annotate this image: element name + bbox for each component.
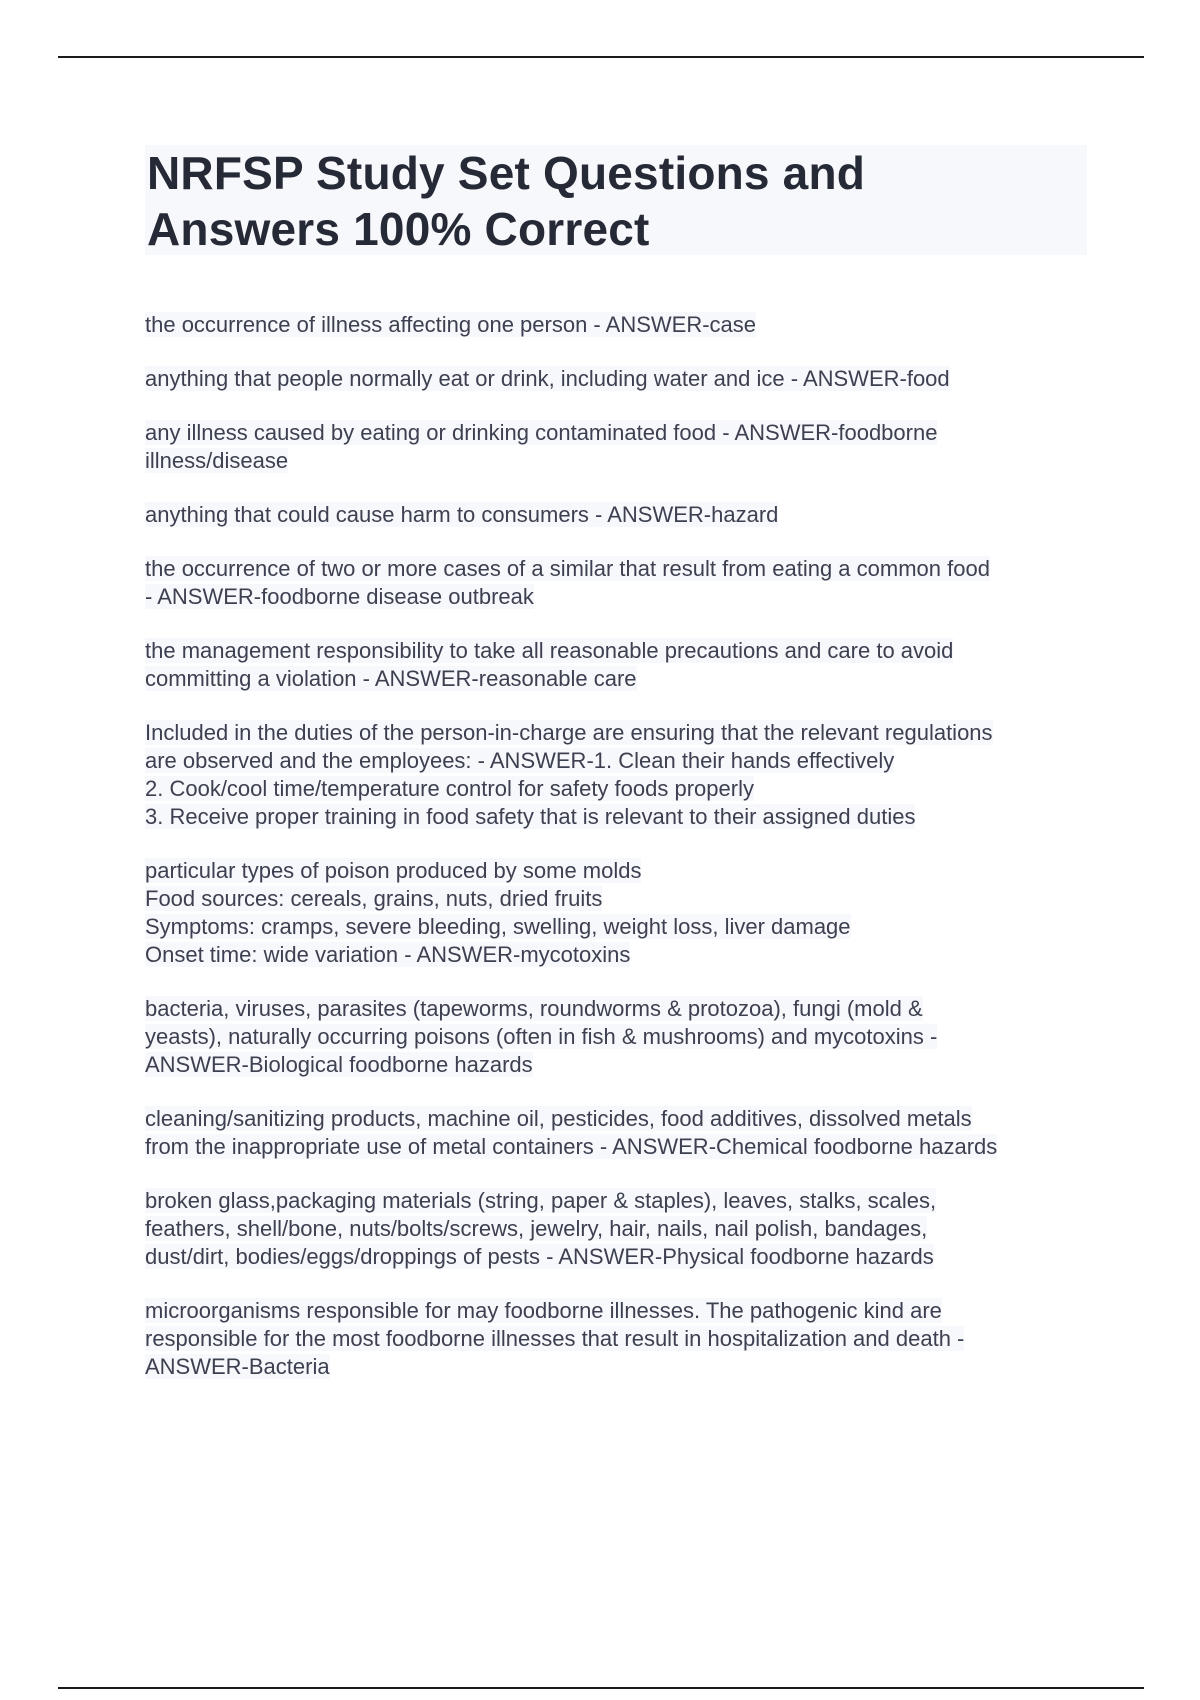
qa-text: responsible for the most foodborne illnesses that result in hospitalization and death - — [145, 1326, 965, 1351]
qa-line — [145, 775, 1095, 803]
qa-text: particular types of poison produced by some molds — [145, 858, 642, 883]
qa-item — [145, 311, 1095, 339]
qa-line — [145, 1353, 1095, 1381]
qa-text: bacteria, viruses, parasites (tapeworms, roundworms & protozoa), fungi (mold & — [145, 996, 923, 1021]
qa-item — [145, 637, 1095, 693]
title-line: Answers 100% Correct — [147, 203, 650, 255]
qa-item — [145, 501, 1095, 529]
qa-text: broken glass,packaging materials (string, paper & staples), leaves, stalks, scales, — [145, 1188, 937, 1213]
qa-text: any illness caused by eating or drinking contaminated food - ANSWER-foodborne — [145, 420, 938, 445]
qa-text: yeasts), naturally occurring poisons (often in fish & mushrooms) and mycotoxins - — [145, 1024, 938, 1049]
qa-text: are observed and the employees: - ANSWER-1. Clean their hands effectively — [145, 748, 895, 773]
qa-item — [145, 555, 1095, 611]
qa-item — [145, 857, 1095, 969]
qa-item — [145, 995, 1095, 1079]
qa-list — [145, 311, 1095, 1407]
qa-line — [145, 1187, 1095, 1215]
qa-line — [145, 1051, 1095, 1079]
qa-text: committing a violation - ANSWER-reasonable care — [145, 666, 637, 691]
qa-line — [145, 1215, 1095, 1243]
qa-text: anything that could cause harm to consumers - ANSWER-hazard — [145, 502, 779, 527]
qa-line — [145, 1325, 1095, 1353]
qa-item — [145, 719, 1095, 831]
qa-text: Onset time: wide variation - ANSWER-mycotoxins — [145, 942, 631, 967]
qa-text: the occurrence of illness affecting one person - ANSWER-case — [145, 312, 757, 337]
qa-line — [145, 941, 1095, 969]
qa-item — [145, 1105, 1095, 1161]
qa-item — [145, 419, 1095, 475]
document-title — [147, 145, 1087, 257]
qa-text: microorganisms responsible for may foodborne illnesses. The pathogenic kind are — [145, 1298, 942, 1323]
title-line: NRFSP Study Set Questions and — [147, 147, 866, 199]
qa-text: ANSWER-Bacteria — [145, 1354, 330, 1379]
qa-text: Included in the duties of the person-in-charge are ensuring that the relevant regulations — [145, 720, 993, 745]
qa-line — [145, 555, 1095, 583]
qa-line — [145, 1297, 1095, 1325]
qa-line — [145, 857, 1095, 885]
qa-item — [145, 1187, 1095, 1271]
qa-text: anything that people normally eat or drink, including water and ice - ANSWER-food — [145, 366, 950, 391]
qa-line — [145, 419, 1095, 447]
qa-text: the occurrence of two or more cases of a similar that result from eating a common food — [145, 556, 990, 581]
qa-line — [145, 1105, 1095, 1133]
qa-text: cleaning/sanitizing products, machine oil, pesticides, food additives, dissolved metals — [145, 1106, 972, 1131]
top-rule — [58, 56, 1144, 58]
qa-line — [145, 1023, 1095, 1051]
qa-line — [145, 1133, 1095, 1161]
qa-line — [145, 913, 1095, 941]
qa-line — [145, 365, 1095, 393]
qa-line — [145, 665, 1095, 693]
qa-line — [145, 995, 1095, 1023]
qa-line — [145, 885, 1095, 913]
qa-text: feathers, shell/bone, nuts/bolts/screws, jewelry, hair, nails, nail polish, bandages, — [145, 1216, 928, 1241]
qa-text: Symptoms: cramps, severe bleeding, swelling, weight loss, liver damage — [145, 914, 851, 939]
qa-text: the management responsibility to take all reasonable precautions and care to avoid — [145, 638, 954, 663]
qa-line — [145, 311, 1095, 339]
qa-text: illness/disease — [145, 448, 289, 473]
qa-text: ANSWER-Biological foodborne hazards — [145, 1052, 533, 1077]
qa-line — [145, 501, 1095, 529]
qa-line — [145, 583, 1095, 611]
bottom-rule — [58, 1687, 1144, 1689]
qa-item — [145, 365, 1095, 393]
qa-text: dust/dirt, bodies/eggs/droppings of pests - ANSWER-Physical foodborne hazards — [145, 1244, 934, 1269]
qa-item — [145, 1297, 1095, 1381]
title-block — [145, 145, 1087, 255]
qa-line — [145, 747, 1095, 775]
qa-line — [145, 447, 1095, 475]
qa-line — [145, 1243, 1095, 1271]
qa-line — [145, 719, 1095, 747]
qa-text: - ANSWER-foodborne disease outbreak — [145, 584, 534, 609]
qa-text: Food sources: cereals, grains, nuts, dried fruits — [145, 886, 603, 911]
qa-text: from the inappropriate use of metal containers - ANSWER-Chemical foodborne hazards — [145, 1134, 998, 1159]
qa-line — [145, 637, 1095, 665]
qa-text: 2. Cook/cool time/temperature control for safety foods properly — [145, 776, 754, 801]
qa-line — [145, 803, 1095, 831]
qa-text: 3. Receive proper training in food safety that is relevant to their assigned duties — [145, 804, 916, 829]
